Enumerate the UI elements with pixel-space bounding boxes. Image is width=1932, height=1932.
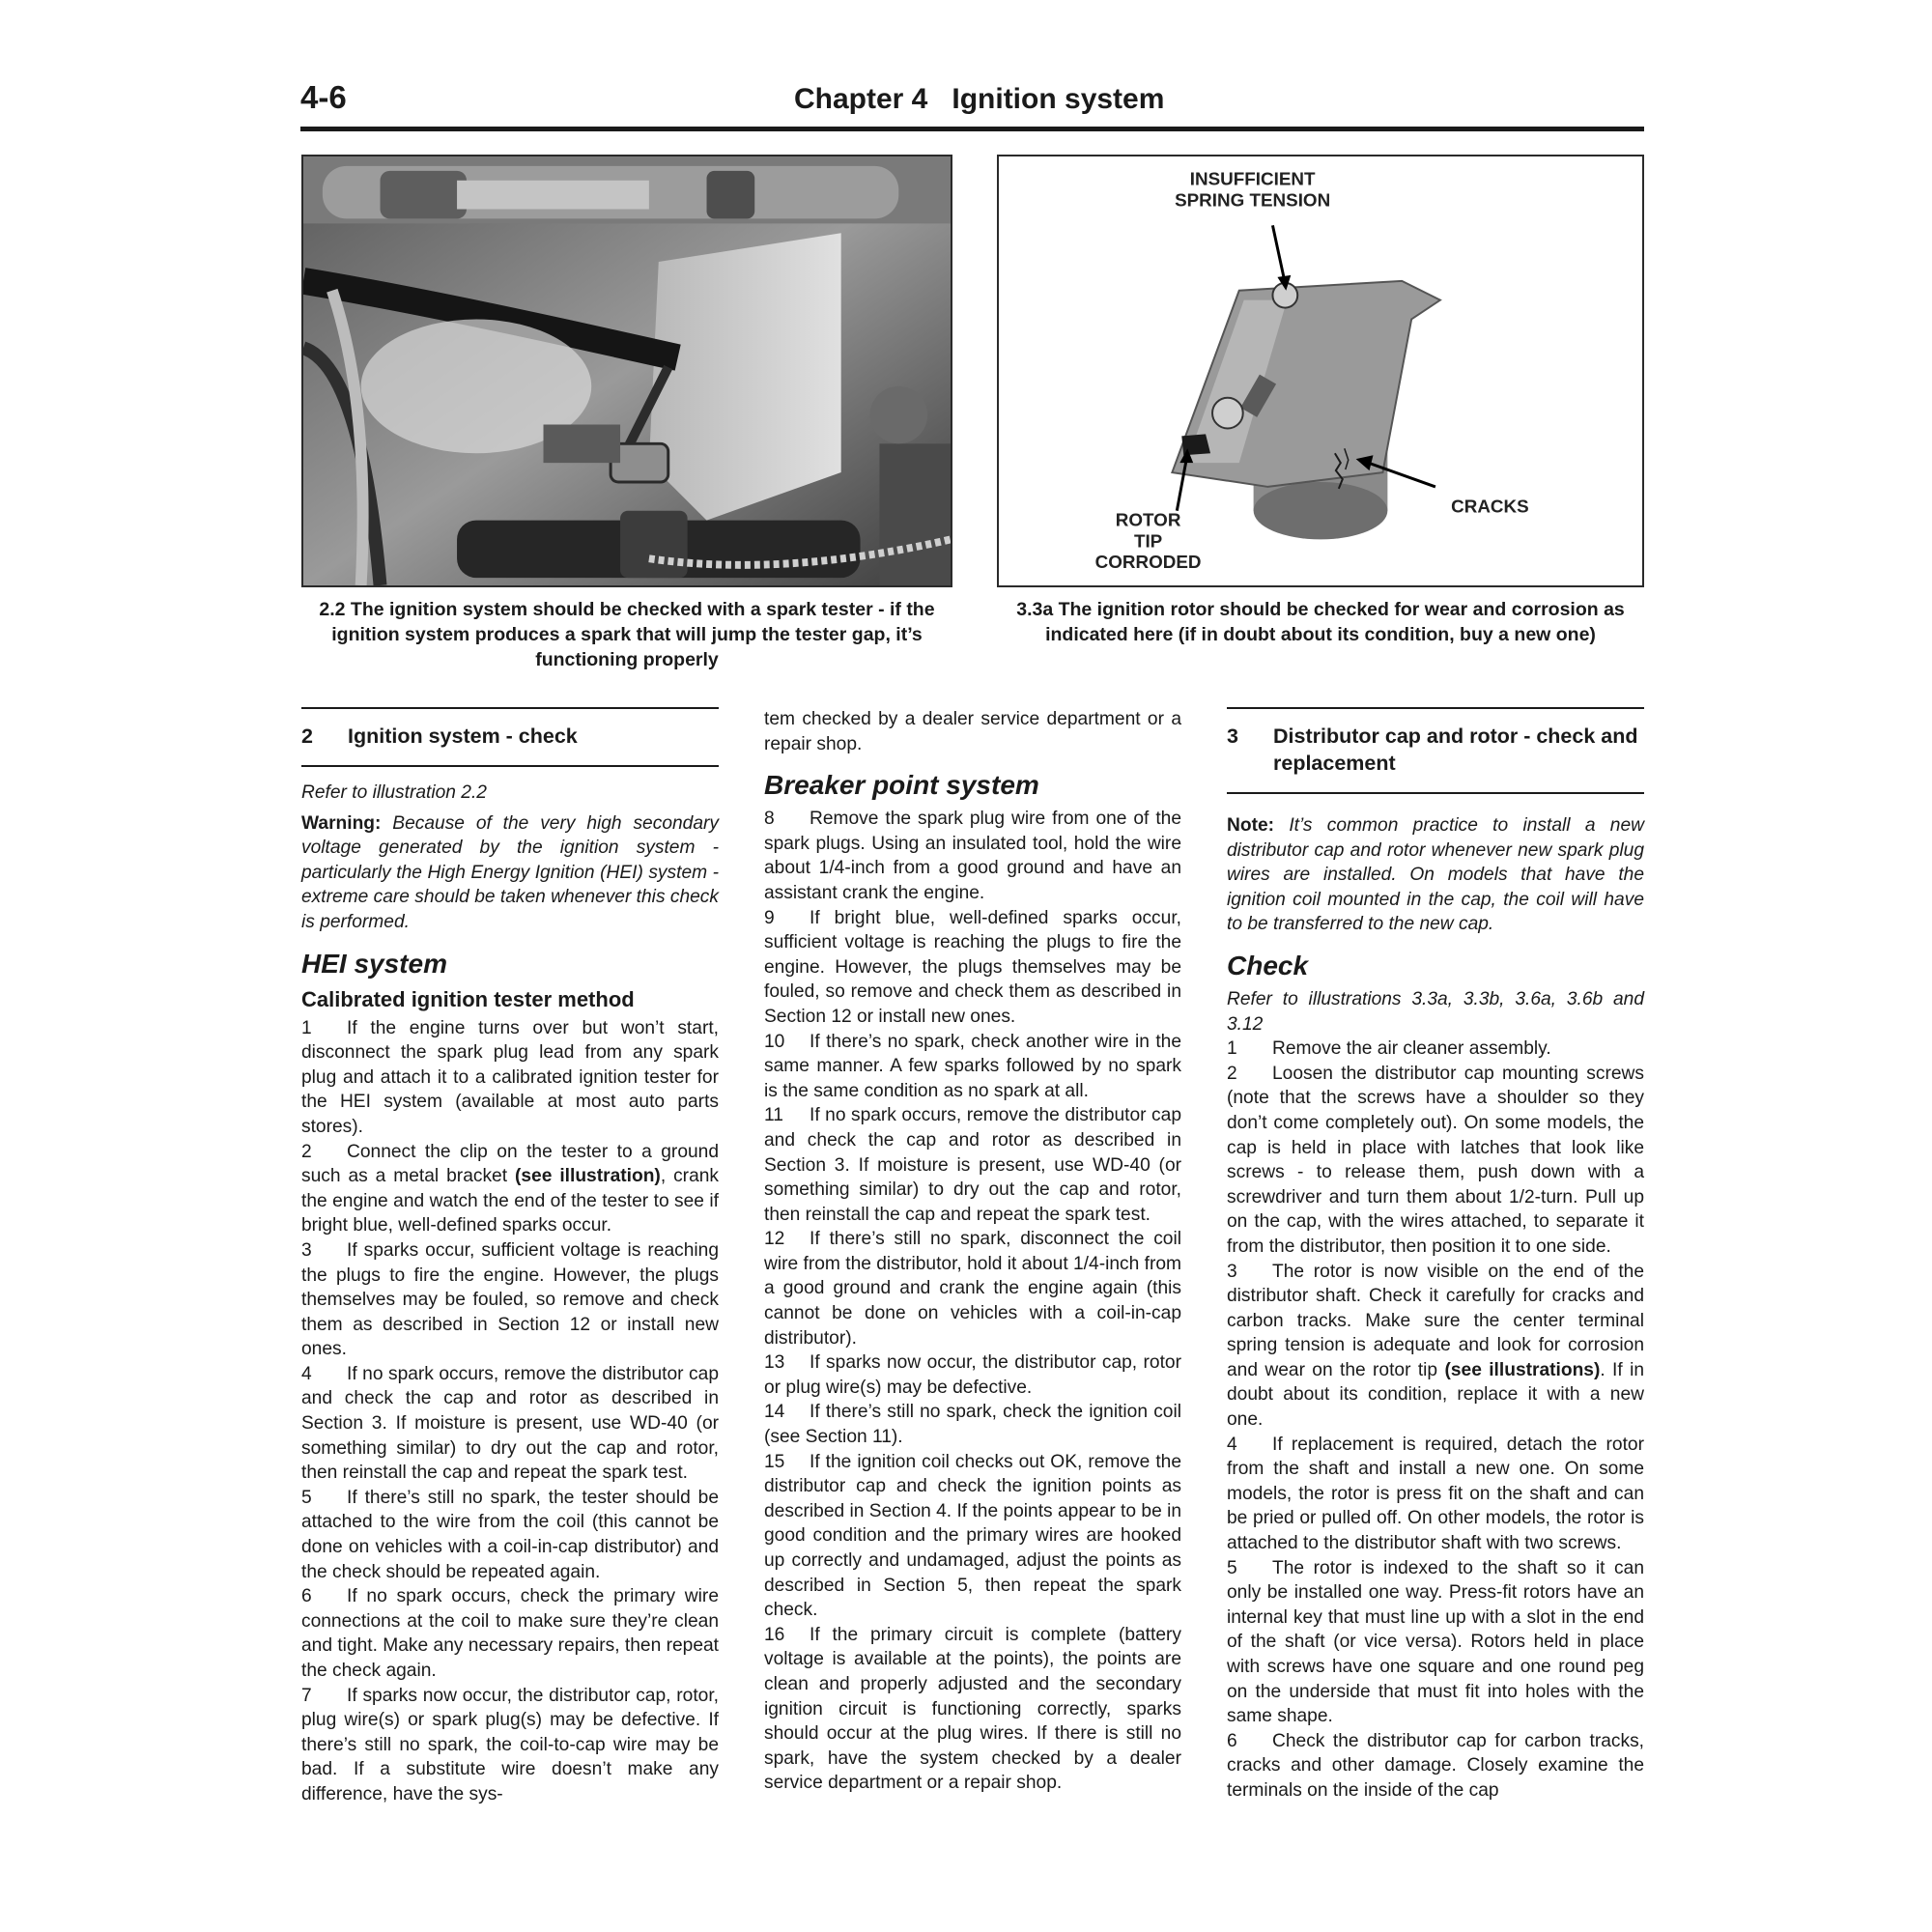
paragraph bbox=[301, 1684, 719, 1807]
paragraph-number: 2 bbox=[1227, 1063, 1237, 1084]
figure-rotor-illustration bbox=[997, 155, 1644, 587]
paragraph-text: If there’s still no spark, disconnect the coil wire from the distributor, hold it about 1/4-inch from a good ground and crank the engine again (this cannot be done on vehicles with a coil-in-cap distributor). bbox=[764, 1229, 1181, 1349]
paragraph-text: Remove the spark plug wire from one of the spark plugs. Using an insulated tool, hold the wire about 1/4-inch from a good ground and have an assistant crank the engine. bbox=[764, 809, 1181, 903]
note-paragraph bbox=[1227, 813, 1644, 937]
paragraph-text: If the ignition coil checks out OK, remove the distributor cap and check the ignition points as described in Section 4. If the points appear to be in good condition and the primary wires are hooked up correctly and undamaged, adjust the points as described in Section 5, then repeat the spark check. bbox=[764, 1451, 1181, 1621]
illustration-ref: (see illustrations) bbox=[1444, 1359, 1601, 1380]
label-rotor: ROTOR bbox=[1115, 509, 1181, 530]
paragraph-number: 5 bbox=[1227, 1557, 1237, 1578]
paragraph-number: 5 bbox=[301, 1487, 312, 1508]
text-column-1 bbox=[301, 707, 719, 1807]
paragraph-text: Loosen the distributor cap mounting screws (note that the screws have a shoulder so they don’t come completely out). On some models, the cap is held in place with latches that look like screws - to release them, push down with a screwdriver and turn them about 1/2-turn. Pull up on the cap, with the wires attached, to separate it from the distributor, then position it to one side. bbox=[1227, 1063, 1644, 1257]
paragraph-text: If there’s no spark, check another wire in the same manner. A few sparks followed by no spark is the same condition as no spark at all. bbox=[764, 1031, 1181, 1101]
paragraph-text: If replacement is required, detach the rotor from the shaft and install a new one. On some models, the rotor is press fit on the shaft and can be pried or pulled off. On other models, the rotor is attached to the distributor shaft with two screws. bbox=[1227, 1434, 1644, 1554]
chapter-title: Chapter 4 Ignition system bbox=[794, 83, 1165, 115]
paragraph-continuation: tem checked by a dealer service department or a repair shop. bbox=[764, 709, 1181, 754]
header-rule bbox=[300, 127, 1644, 131]
paragraph-text: If the primary circuit is complete (battery voltage is available at the points), the points are clean and properly adjusted and the secondary ignition circuit is functioning correctly, sparks should occur at the plug wires. If there is still no spark, have the system checked by a dealer service department or a repair shop. bbox=[764, 1624, 1181, 1794]
label-tip: TIP bbox=[1133, 530, 1163, 552]
heading-hei-system: HEI system bbox=[301, 948, 447, 979]
spark-tester-photo bbox=[303, 156, 951, 585]
paragraph-number: 4 bbox=[301, 1363, 312, 1384]
paragraph bbox=[764, 1400, 1181, 1449]
rotor-illustration bbox=[999, 156, 1642, 585]
paragraph-text: . If in doubt about its condition, replace it with a new one. bbox=[1227, 1359, 1645, 1431]
paragraph-number: 3 bbox=[301, 1239, 312, 1261]
paragraph-text: If sparks now occur, the distributor cap, rotor, plug wire(s) or spark plug(s) may be defective. If there’s still no spark, the coil-to-cap wire may be bad. If a substitute wire doesn’t make any difference, have the sys- bbox=[301, 1685, 719, 1804]
note-text: It’s common practice to install a new distributor cap and rotor whenever new spark plug wires are installed. On models that have the ignition coil mounted in the cap, the coil will have to be transferred to the new cap. bbox=[1227, 815, 1644, 935]
paragraph-text: The rotor is indexed to the shaft so it can only be installed one way. Press-fit rotors have an internal key that must line up with a slot in the end of the shaft (or vice versa). Rotors held in place with screws have one square and one round peg on the underside that must fit into holes with the same shape. bbox=[1227, 1557, 1644, 1727]
figure-caption-2-2: 2.2 The ignition system should be checked with a spark tester - if the ignition system produces a spark that will jump the tester gap, it’s functioning properly bbox=[319, 599, 935, 670]
paragraph-number: 6 bbox=[1227, 1730, 1237, 1751]
paragraph-number: 2 bbox=[301, 1141, 312, 1162]
label-cracks: CRACKS bbox=[1451, 496, 1529, 517]
paragraph-text: , crank the engine and watch the end of the tester to see if bright blue, well-defined sparks occur. bbox=[301, 1166, 719, 1236]
paragraph bbox=[301, 1584, 719, 1683]
paragraph bbox=[764, 1030, 1181, 1104]
paragraph-text: Check the distributor cap for carbon tracks, cracks and other damage. Closely examine the terminals on the inside of the cap bbox=[1227, 1730, 1644, 1801]
refer-illustrations: Refer to illustrations 3.3a, 3.3b, 3.6a, 3.6b and 3.12 bbox=[1227, 988, 1644, 1035]
paragraph bbox=[764, 1350, 1181, 1400]
paragraph bbox=[764, 1623, 1181, 1796]
subheading-calibrated-tester: Calibrated ignition tester method bbox=[301, 986, 635, 1011]
label-insufficient: INSUFFICIENT bbox=[1189, 168, 1316, 189]
paragraph-number: 6 bbox=[301, 1586, 312, 1607]
paragraph bbox=[301, 1140, 719, 1238]
paragraph bbox=[1227, 1062, 1644, 1260]
paragraph-number: 4 bbox=[1227, 1434, 1237, 1455]
figure-spark-tester-photo bbox=[301, 155, 952, 587]
paragraph-text: If no spark occurs, check the primary wire connections at the coil to make sure they’re clean and tight. Make any necessary repairs, then repeat the check again. bbox=[301, 1586, 719, 1681]
paragraph-number: 13 bbox=[764, 1352, 785, 1374]
paragraph-text: If no spark occurs, remove the distributor cap and check the cap and rotor as described in Section 3. If moisture is present, use WD-40 (or something similar) to dry out the cap and rotor, then reinstall the cap and repeat the spark test. bbox=[301, 1363, 719, 1484]
paragraph-number: 1 bbox=[301, 1017, 312, 1038]
paragraph-number: 1 bbox=[1227, 1038, 1237, 1060]
section-number: 2 bbox=[301, 724, 313, 748]
paragraph bbox=[1227, 1260, 1644, 1433]
paragraph bbox=[764, 1103, 1181, 1227]
page-number: 4-6 bbox=[300, 79, 347, 115]
label-spring-tension: SPRING TENSION bbox=[1175, 189, 1331, 211]
paragraph-number: 10 bbox=[764, 1031, 785, 1052]
section-number: 3 bbox=[1227, 724, 1238, 748]
paragraph-number: 14 bbox=[764, 1402, 785, 1423]
paragraph-text: The rotor is now visible on the end of the distributor shaft. Check it carefully for cracks and carbon tracks. Make sure the center terminal spring tension is adequate and look for corrosion and wear on the rotor tip bbox=[1227, 1261, 1644, 1380]
paragraph-text: If sparks occur, sufficient voltage is reaching the plugs to fire the engine. However, the plugs themselves may be fouled, so remove and check them as described in Section 12 or install new ones. bbox=[301, 1239, 719, 1360]
paragraph bbox=[764, 906, 1181, 1030]
paragraph-text: If there’s still no spark, check the ignition coil (see Section 11). bbox=[764, 1402, 1181, 1448]
paragraph-number: 8 bbox=[764, 809, 775, 830]
paragraph-text: If bright blue, well-defined sparks occur, sufficient voltage is reaching the plugs to fire the engine. However, the plugs themselves may be fouled, so remove and check them as described in Section 12 or install new ones. bbox=[764, 907, 1181, 1027]
paragraph-text: If there’s still no spark, the tester should be attached to the wire from the coil (this cannot be done on vehicles with a coil-in-cap distributor) and the check should be repeated again. bbox=[301, 1487, 719, 1582]
section-heading-3 bbox=[1227, 707, 1644, 794]
paragraph-text: If no spark occurs, remove the distributor cap and check the cap and rotor as described in Section 3. If moisture is present, use WD-40 (or something similar) to dry out the cap and rotor, then reinstall the cap and repeat the spark test. bbox=[764, 1105, 1181, 1225]
text-column-3 bbox=[1227, 707, 1644, 1804]
paragraph-text: If sparks now occur, the distributor cap, rotor or plug wire(s) may be defective. bbox=[764, 1352, 1181, 1398]
section-heading-2 bbox=[301, 707, 719, 767]
paragraph-number: 3 bbox=[1227, 1261, 1237, 1282]
paragraph bbox=[764, 807, 1181, 905]
paragraph-number: 12 bbox=[764, 1229, 785, 1250]
note-label: Note: bbox=[1227, 815, 1275, 836]
paragraph bbox=[301, 1016, 719, 1140]
paragraph-text: If the engine turns over but won’t start, disconnect the spark plug lead from any spark plug and attach it to a calibrated ignition tester for the HEI system (available at most auto parts stores). bbox=[301, 1017, 719, 1137]
text-column-2 bbox=[764, 707, 1181, 1796]
paragraph-text: Connect the clip on the tester to a ground such as a metal bracket bbox=[301, 1141, 719, 1187]
paragraph bbox=[1227, 1729, 1644, 1804]
figure-caption-3-3a: 3.3a The ignition rotor should be checked for wear and corrosion as indicated here (if in doubt about its condition, buy a new one) bbox=[1016, 599, 1625, 645]
label-corroded: CORRODED bbox=[1094, 552, 1202, 573]
paragraph bbox=[301, 1362, 719, 1486]
paragraph bbox=[301, 1486, 719, 1584]
paragraph-text: Remove the air cleaner assembly. bbox=[1272, 1038, 1551, 1060]
paragraph-number: 11 bbox=[764, 1105, 783, 1126]
paragraph bbox=[301, 1238, 719, 1362]
paragraph-number: 16 bbox=[764, 1624, 785, 1645]
section-title: Ignition system - check bbox=[348, 724, 578, 748]
illustration-ref: (see illustration) bbox=[515, 1166, 661, 1187]
paragraph bbox=[764, 1227, 1181, 1350]
heading-check: Check bbox=[1227, 950, 1309, 980]
refer-illustration: Refer to illustration 2.2 bbox=[301, 782, 487, 803]
heading-breaker-point-system: Breaker point system bbox=[764, 770, 1039, 801]
paragraph-number: 7 bbox=[301, 1685, 312, 1706]
warning-paragraph bbox=[301, 811, 719, 935]
paragraph bbox=[764, 1450, 1181, 1623]
section-title: Distributor cap and rotor - check and replacement bbox=[1273, 724, 1638, 775]
paragraph-number: 9 bbox=[764, 907, 775, 928]
warning-text: Because of the very high secondary voltage generated by the ignition system - particularly the High Energy Ignition (HEI) system - extreme care should be taken whenever this check is performed. bbox=[301, 812, 719, 932]
paragraph bbox=[1227, 1556, 1644, 1729]
warning-label: Warning: bbox=[301, 812, 382, 834]
paragraph-number: 15 bbox=[764, 1451, 785, 1472]
paragraph bbox=[1227, 1433, 1644, 1556]
paragraph bbox=[1227, 1037, 1644, 1062]
